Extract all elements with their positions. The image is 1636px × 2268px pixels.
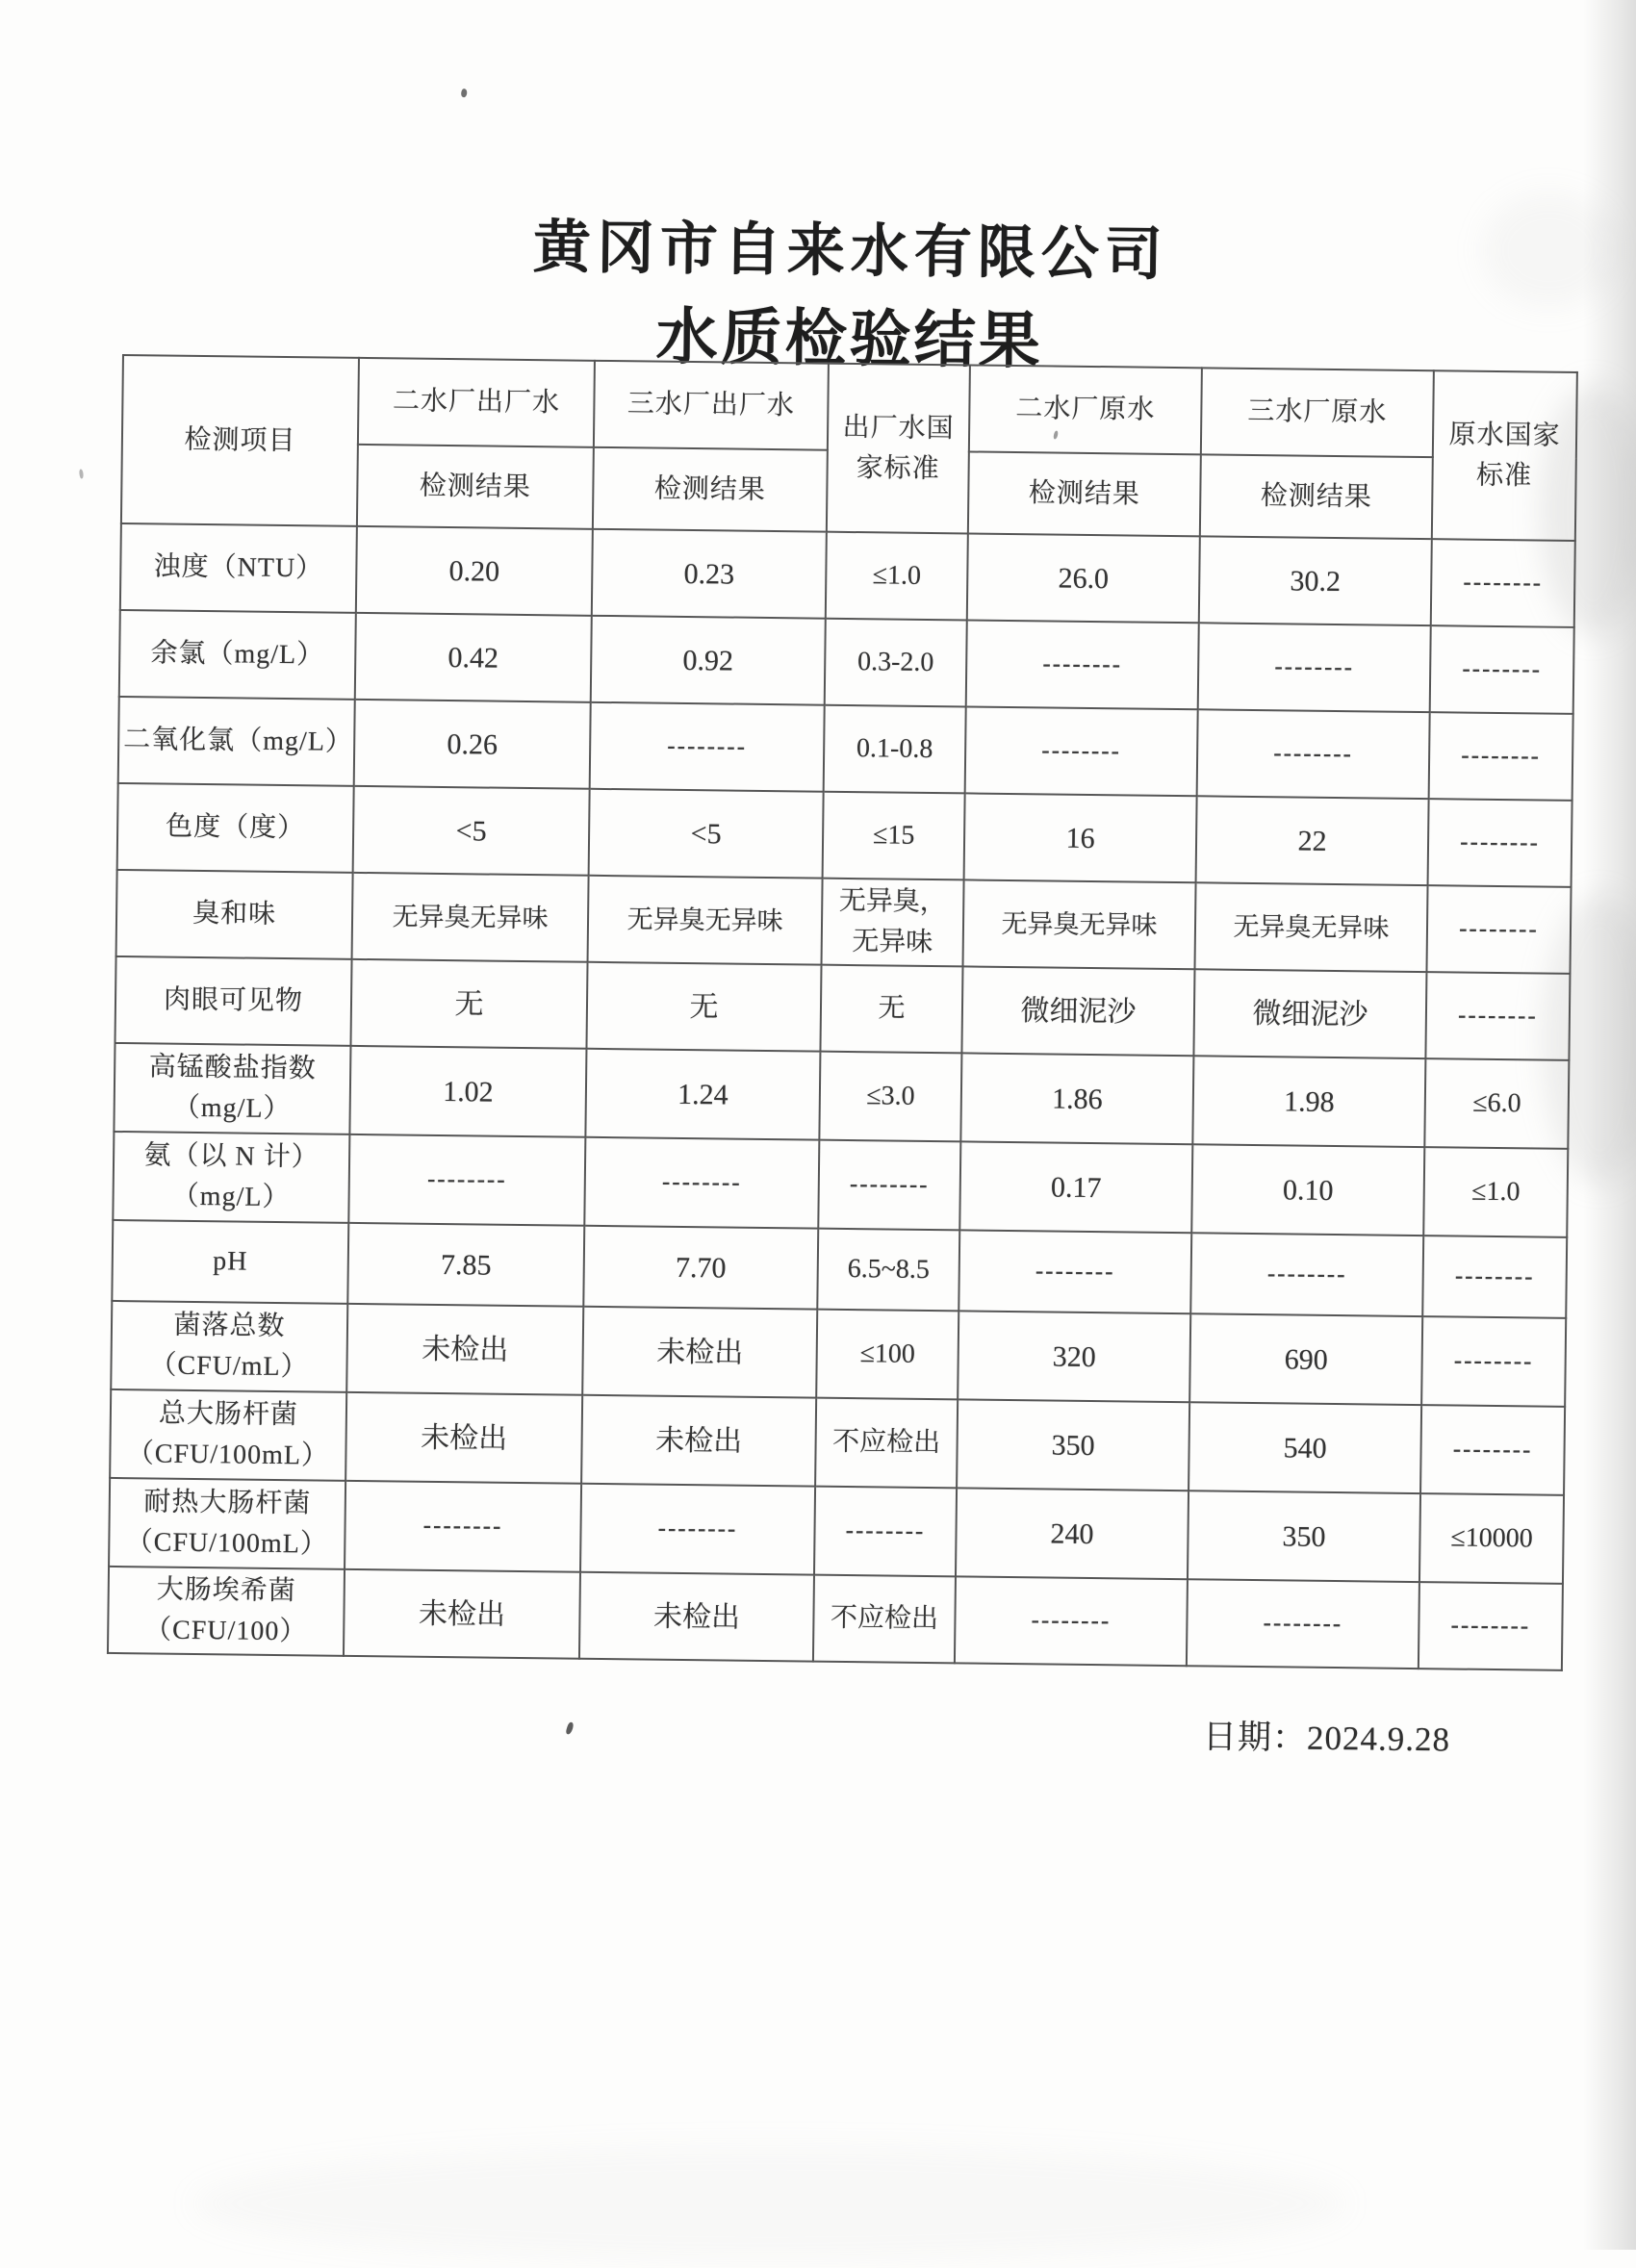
header-item-col: 检测项目 — [121, 355, 359, 526]
param-standard: 不应检出 — [813, 1575, 956, 1664]
param-value: <5 — [353, 786, 590, 876]
param-standard: -------- — [818, 1140, 960, 1231]
header-raw-national-standard: 原水国家 标准 — [1432, 370, 1577, 541]
param-value: 未检出 — [346, 1304, 583, 1395]
report-date: 日期：2024.9.28 — [1202, 1718, 1451, 1759]
header-outlet-national-standard: 出厂水国 家标准 — [827, 364, 970, 534]
scan-speck — [79, 469, 84, 478]
param-standard: 不应检出 — [815, 1398, 958, 1489]
param-standard: -------- — [1426, 885, 1571, 974]
param-standard: -------- — [1419, 1582, 1563, 1670]
param-standard: 0.1-0.8 — [824, 705, 966, 794]
param-value: -------- — [345, 1481, 581, 1572]
param-name: 余氯（mg/L） — [119, 610, 356, 700]
param-standard: ≤6.0 — [1424, 1058, 1569, 1149]
header-result-label: 检测结果 — [968, 451, 1201, 536]
header-plant3-raw: 三水厂原水 — [1201, 368, 1434, 457]
param-standard: -------- — [1428, 799, 1572, 887]
param-value: 1.86 — [960, 1053, 1193, 1144]
param-standard: ≤100 — [816, 1310, 959, 1400]
param-value: 1.02 — [349, 1046, 586, 1137]
header-plant3-outlet: 三水厂出厂水 — [594, 361, 829, 450]
param-name: 耐热大肠杆菌 （CFU/100mL） — [109, 1478, 345, 1569]
param-value: <5 — [589, 789, 824, 879]
param-value: 0.92 — [591, 616, 826, 705]
param-value: 无 — [350, 959, 587, 1049]
param-value: 540 — [1189, 1402, 1421, 1493]
param-value: 26.0 — [967, 533, 1200, 623]
param-value: -------- — [1190, 1233, 1423, 1316]
param-standard: 6.5~8.5 — [817, 1229, 959, 1312]
param-value: -------- — [1197, 709, 1430, 799]
param-value: -------- — [584, 1137, 819, 1229]
param-value: 350 — [1188, 1491, 1420, 1582]
param-standard: ≤1.0 — [826, 532, 968, 621]
param-name: 浊度（NTU） — [120, 523, 357, 613]
param-standard: 无异臭， 无异味 — [822, 879, 964, 967]
param-value: 350 — [957, 1399, 1189, 1491]
param-name: 臭和味 — [116, 870, 353, 959]
param-name: 氨（以 N 计） （mg/L） — [113, 1132, 349, 1223]
param-value: 未检出 — [581, 1395, 816, 1487]
table-row — [114, 1043, 1569, 1149]
param-name: 肉眼可见物 — [115, 956, 352, 1046]
param-value: 无 — [586, 962, 821, 1052]
param-value: 未检出 — [579, 1572, 814, 1662]
scan-speck — [565, 1721, 574, 1735]
param-name: 大肠埃希菌 （CFU/100） — [108, 1567, 345, 1656]
param-value: -------- — [1187, 1579, 1419, 1669]
param-value: 690 — [1189, 1313, 1422, 1405]
param-standard: -------- — [1431, 539, 1575, 627]
param-value: 微细泥沙 — [961, 966, 1194, 1056]
param-standard: ≤10000 — [1419, 1493, 1564, 1584]
param-value: -------- — [580, 1484, 815, 1575]
param-name: 菌落总数 （CFU/mL） — [111, 1301, 347, 1392]
param-standard: ≤15 — [823, 792, 965, 880]
param-value: -------- — [959, 1230, 1191, 1313]
header-plant2-raw: 二水厂原水 — [969, 365, 1202, 454]
param-value: 0.23 — [592, 529, 827, 619]
param-value: -------- — [955, 1576, 1188, 1666]
param-value: 240 — [956, 1488, 1189, 1579]
header-result-label: 检测结果 — [1200, 454, 1433, 539]
param-value: 无异臭无异味 — [1194, 882, 1427, 972]
param-standard: -------- — [1425, 972, 1570, 1060]
param-value: 1.24 — [585, 1049, 820, 1140]
param-name: 二氧化氯（mg/L） — [118, 697, 355, 786]
param-standard: -------- — [1429, 712, 1573, 801]
header-row-top — [122, 355, 1577, 459]
table-row — [113, 1132, 1568, 1237]
param-standard: 无 — [820, 965, 962, 1054]
param-value: 微细泥沙 — [1193, 969, 1426, 1058]
header-result-label: 检测结果 — [593, 447, 828, 532]
param-value: 无异臭无异味 — [963, 879, 1196, 969]
param-standard: -------- — [1430, 625, 1574, 714]
param-standard: -------- — [1421, 1316, 1566, 1407]
param-value: -------- — [590, 702, 825, 792]
param-standard: -------- — [1422, 1236, 1567, 1318]
param-value: 未检出 — [344, 1569, 580, 1659]
param-standard: ≤1.0 — [1423, 1147, 1568, 1237]
param-value: 0.20 — [356, 526, 593, 616]
param-value: -------- — [965, 706, 1198, 796]
param-name: pH — [112, 1220, 348, 1304]
param-name: 总大肠杆菌 （CFU/100mL） — [110, 1389, 346, 1481]
param-value: 320 — [958, 1311, 1190, 1402]
param-value: -------- — [1198, 623, 1431, 712]
param-standard: -------- — [814, 1487, 957, 1577]
param-value: -------- — [348, 1134, 585, 1226]
param-name: 高锰酸盐指数 （mg/L） — [114, 1043, 350, 1134]
param-standard: ≤3.0 — [819, 1052, 961, 1142]
company-title: 黄冈市自来水有限公司 — [532, 214, 1169, 289]
param-value: 7.70 — [583, 1226, 818, 1310]
param-value: 未检出 — [582, 1307, 817, 1398]
param-standard: 0.3-2.0 — [825, 619, 967, 707]
scan-speck — [461, 89, 468, 98]
report-title: 水质检验结果 — [655, 301, 1044, 378]
param-value: 0.42 — [355, 613, 592, 702]
param-value: 0.26 — [354, 700, 591, 789]
param-value: 未检出 — [345, 1392, 582, 1484]
param-value: 22 — [1196, 796, 1429, 885]
table-row — [108, 1567, 1563, 1670]
water-quality-table — [107, 354, 1578, 1671]
table-row — [109, 1478, 1564, 1584]
param-value: 7.85 — [347, 1223, 584, 1307]
table-row — [111, 1301, 1566, 1407]
param-value: 30.2 — [1199, 536, 1432, 625]
param-value: 16 — [964, 793, 1197, 882]
param-value: 无异臭无异味 — [588, 876, 823, 965]
param-value: -------- — [966, 620, 1199, 709]
param-value: 1.98 — [1192, 1056, 1425, 1147]
param-name: 色度（度） — [117, 783, 354, 873]
param-standard: -------- — [1420, 1405, 1565, 1495]
param-value: 无异臭无异味 — [352, 873, 589, 962]
header-plant2-outlet: 二水厂出厂水 — [358, 358, 595, 447]
param-value: 0.17 — [959, 1141, 1192, 1233]
header-result-label: 检测结果 — [357, 445, 594, 529]
table-row — [110, 1389, 1565, 1495]
param-value: 0.10 — [1191, 1144, 1424, 1236]
